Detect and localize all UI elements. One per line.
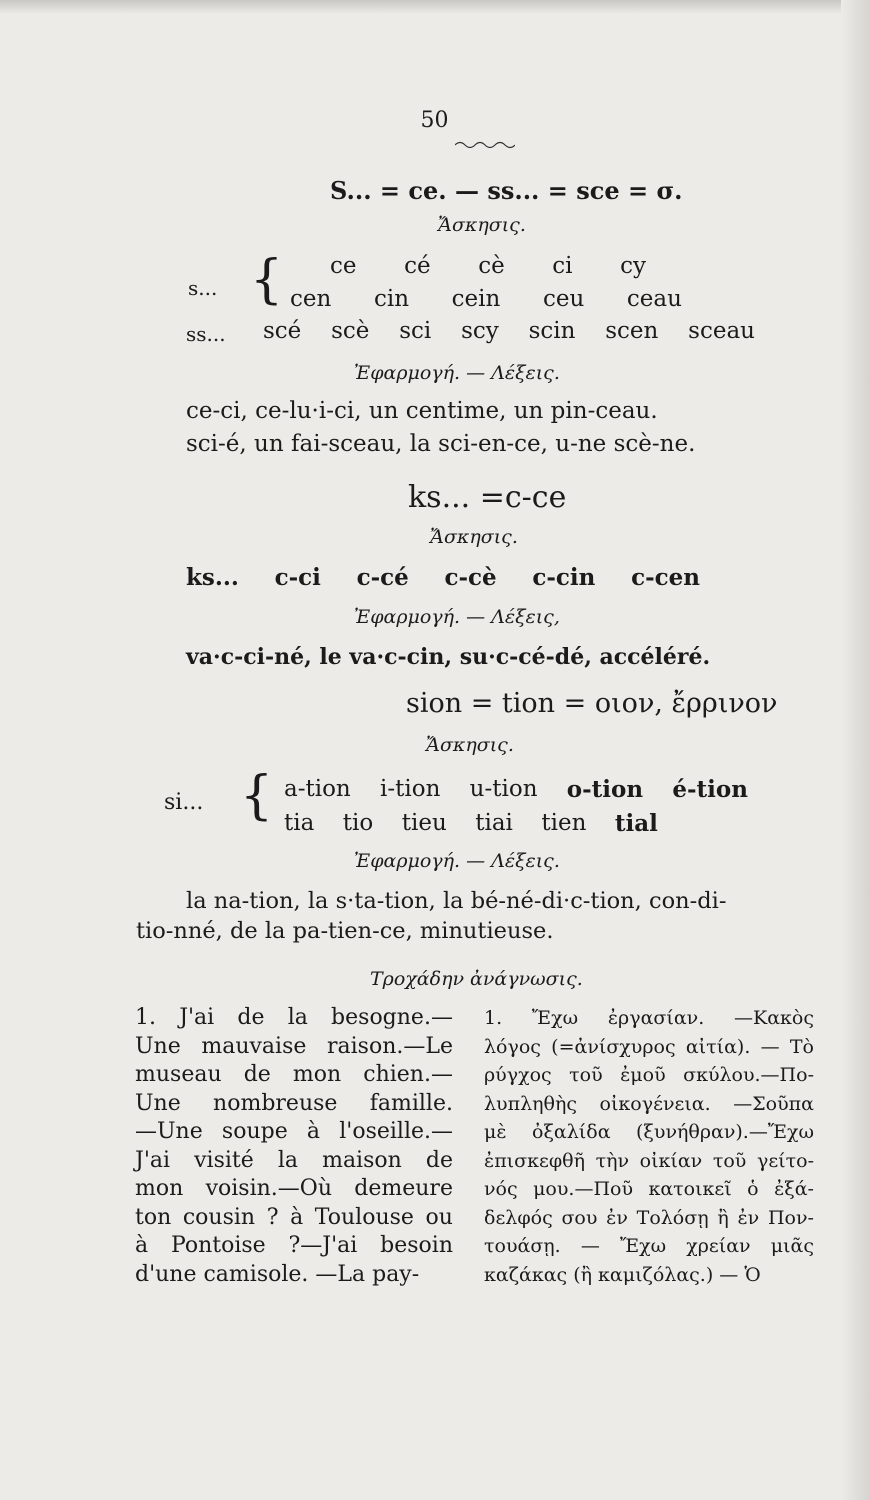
syllable: é-tion (672, 776, 748, 803)
word: 1. (135, 1005, 156, 1030)
sion-efarmogi: Ἐφαρμογή. — Λέξεις. (354, 850, 560, 872)
word: Pontoise (170, 1233, 266, 1258)
word: δελφός (484, 1206, 553, 1229)
french-line (135, 1033, 453, 1062)
word: à (306, 1119, 321, 1144)
syllable: c-cé (356, 564, 409, 591)
ks-words: va·c-ci-né, le va·c-cin, su·c-cé-dé, accéléré. (186, 644, 711, 670)
greek-column (484, 1004, 814, 1289)
syllable: sceau (688, 318, 755, 344)
word: besoin (380, 1233, 453, 1258)
word: la (277, 1147, 298, 1173)
word: μιᾶς (770, 1235, 814, 1257)
french-line (135, 1061, 453, 1090)
word: demeure (354, 1176, 453, 1201)
word: Ἔχω (531, 1007, 579, 1029)
french-line (135, 1118, 453, 1147)
wave-ornament (455, 140, 515, 150)
syllable: ce (330, 253, 357, 279)
word: Τὸ (789, 1035, 814, 1058)
word: —Κακὸς (734, 1007, 814, 1029)
french-line (135, 1204, 453, 1233)
greek-line (484, 1147, 814, 1176)
word: Ἔχω (619, 1235, 667, 1257)
page-top-edge (0, 0, 869, 14)
syllable: c-cè (444, 564, 497, 591)
word: —Une (135, 1119, 203, 1144)
sion-line-2: tio-nné, de la pa-tien-ce, minutieuse. (136, 918, 554, 944)
word: νός (484, 1178, 518, 1200)
word: ton (135, 1204, 172, 1230)
word: κατοικεῖ (648, 1178, 732, 1200)
greek-line (484, 1175, 814, 1204)
word: οἰκίαν (639, 1149, 703, 1172)
syllable: cé (404, 253, 431, 279)
word: voisin.—Où (205, 1176, 332, 1201)
reading-title: Τροχάδην ἀνάγνωσις. (370, 968, 583, 990)
sion-askesis: Ἄσκησις. (426, 734, 514, 756)
word: ἐργασίαν. (607, 1007, 705, 1029)
syllable: scy (461, 318, 499, 344)
syllable: scè (331, 318, 370, 344)
syllable: ceu (542, 286, 585, 312)
syllable: cy (620, 253, 646, 279)
french-column (135, 1004, 453, 1289)
word: maison (322, 1147, 402, 1173)
word: ἐν (737, 1206, 760, 1229)
word: la (287, 1005, 308, 1030)
word: Une (135, 1090, 181, 1116)
syllable: cen (290, 286, 332, 312)
syllable: tien (541, 810, 587, 836)
word: ou (425, 1204, 453, 1230)
word: — (580, 1235, 600, 1257)
word: τοῦ (712, 1149, 747, 1172)
syllable: tieu (401, 810, 447, 836)
ce-line-2: sci-é, un fai-sceau, la sci-en-ce, u-ne scè-ne. (186, 431, 696, 457)
word: de (243, 1062, 271, 1087)
syllable: ci (552, 253, 573, 279)
si-row-2 (284, 810, 658, 837)
word: à (290, 1204, 304, 1230)
syllable: tial (614, 810, 658, 837)
greek-line (484, 1004, 814, 1033)
word: (ξυνήθραν).—Ἔχω (636, 1121, 814, 1143)
word: μου.—Ποῦ (533, 1178, 634, 1200)
brace-icon: { (240, 766, 274, 826)
word: τὴν (595, 1149, 630, 1172)
ss-label: ss... (186, 322, 226, 346)
s-label: s... (188, 276, 218, 300)
word: à (135, 1233, 149, 1258)
word: — (760, 1035, 780, 1058)
greek-line: καζάκας (ἢ καμιζόλας.) — Ὁ (484, 1263, 761, 1286)
word: ὀξαλίδα (532, 1121, 611, 1143)
french-line (135, 1004, 453, 1033)
word: ἐπισκεφθῆ (484, 1149, 585, 1172)
word: soupe (221, 1119, 288, 1144)
word: ἢ (717, 1206, 729, 1229)
syllable: cin (373, 286, 410, 312)
syllable: tio (342, 810, 374, 836)
page-right-edge (841, 0, 869, 1500)
syllable: scen (605, 318, 659, 344)
word: cousin (182, 1204, 256, 1230)
word: σκύλου.—Πο- (683, 1064, 814, 1086)
word: besogne.— (331, 1005, 453, 1030)
word: museau (135, 1062, 222, 1087)
word: αἰτία). (685, 1035, 751, 1058)
french-line (135, 1090, 453, 1119)
ks-row (186, 564, 700, 591)
greek-line (484, 1118, 814, 1147)
si-row-1 (284, 776, 748, 803)
syllable: u-tion (469, 776, 538, 802)
word: τοῦ (569, 1064, 603, 1086)
word: ? (266, 1204, 279, 1230)
s-row-1 (330, 253, 646, 279)
word: chien.— (363, 1062, 453, 1087)
word: ἐξά- (774, 1178, 814, 1200)
ks-efarmogi: Ἐφαρμογή. — Λέξεις, (354, 606, 560, 628)
word: ἐμοῦ (620, 1064, 666, 1086)
ks-askesis: Ἄσκησις. (430, 526, 518, 548)
word: τουάσῃ. (484, 1235, 561, 1257)
syllable: a-tion (284, 776, 351, 802)
greek-line (484, 1090, 814, 1119)
word: Une (135, 1033, 181, 1059)
syllable: ceau (626, 286, 682, 312)
brace-icon: { (250, 250, 284, 310)
word: (=ἀνίσχυρος (551, 1035, 676, 1058)
s-row-2 (290, 286, 682, 312)
word: λόγος (484, 1035, 541, 1058)
syllable: tiai (475, 810, 513, 836)
word: λυπληθὴς (484, 1092, 577, 1115)
word: ?—J'ai (288, 1233, 358, 1258)
word: nombreuse (213, 1090, 338, 1116)
sion-heading: sion = tion = οιον, ἔρρινον (406, 688, 778, 719)
greek-line (484, 1033, 814, 1062)
word: de (237, 1005, 265, 1030)
syllable: scin (528, 318, 576, 344)
si-label: si... (164, 790, 204, 815)
word: Toulouse (314, 1204, 414, 1230)
word: mon (292, 1062, 342, 1087)
word: 1. (484, 1007, 503, 1029)
word: J'ai (179, 1005, 215, 1030)
word: γείτο- (756, 1149, 814, 1172)
word: J'ai (135, 1147, 171, 1173)
greek-line (484, 1232, 814, 1261)
word: ἐν (606, 1206, 628, 1229)
syllable: ks... (186, 564, 239, 591)
syllable: cein (451, 286, 501, 312)
french-line: d'une camisole. —La pay- (135, 1261, 420, 1287)
word: Πον- (767, 1206, 814, 1229)
word: ρύγχος (484, 1064, 552, 1086)
syllable: tia (284, 810, 315, 836)
word: famille. (369, 1090, 453, 1116)
word: οἰκογένεια. (599, 1092, 711, 1115)
syllable: scé (263, 318, 302, 344)
greek-line (484, 1061, 814, 1090)
syllable: c-ci (274, 564, 321, 591)
word: χρείαν (686, 1235, 751, 1257)
ks-heading: ks... =c-ce (408, 480, 567, 515)
syllable: sci (399, 318, 432, 344)
word: Τολόσῃ (636, 1206, 709, 1229)
french-line (135, 1175, 453, 1204)
word: ὁ (747, 1178, 759, 1200)
page-number: 50 (420, 108, 449, 133)
word: visité (194, 1147, 254, 1173)
syllable: c-cen (631, 564, 700, 591)
word: l'oseille.— (339, 1119, 453, 1144)
s-heading: S... = ce. — ss... = sce = σ. (330, 176, 683, 205)
syllable: c-cin (532, 564, 596, 591)
word: de (425, 1147, 453, 1173)
word: σου (561, 1206, 598, 1229)
syllable: i-tion (380, 776, 441, 802)
french-line (135, 1147, 453, 1176)
syllable: cè (478, 253, 505, 279)
word: raison.—Le (327, 1033, 453, 1059)
ss-row (263, 318, 755, 344)
sion-line-1: la na-tion, la s·ta-tion, la bé-né-di·c-tion, con-di- (186, 888, 727, 914)
word: mon (135, 1176, 184, 1201)
ce-line-1: ce-ci, ce-lu·i-ci, un centime, un pin-ceau. (186, 398, 658, 424)
word: —Σοῦπα (733, 1092, 814, 1115)
french-line (135, 1232, 453, 1261)
efarmogi-lexeis: Ἐφαρμογή. — Λέξεις. (354, 362, 560, 384)
word: μὲ (484, 1121, 507, 1143)
askesis-label: Ἄσκησις. (438, 214, 526, 236)
word: mauvaise (201, 1033, 307, 1059)
syllable: o-tion (566, 776, 644, 803)
greek-line (484, 1204, 814, 1233)
